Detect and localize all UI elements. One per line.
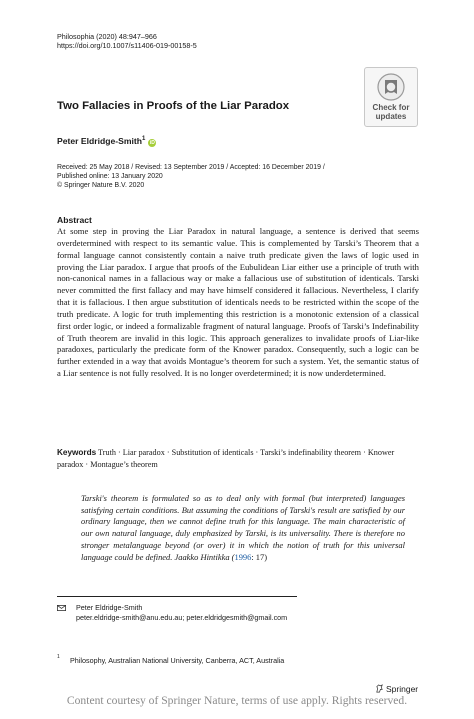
crossmark-icon <box>377 73 405 101</box>
paper-title: Two Fallacies in Proofs of the Liar Paradox <box>57 100 290 112</box>
keywords <box>57 447 419 470</box>
envelope-icon <box>57 605 66 611</box>
article-history: Received: 25 May 2018 / Revised: 13 September 2019 / Accepted: 16 December 2019 / <box>57 164 325 171</box>
affiliation-mark: 1 <box>57 654 60 660</box>
crossmark-line1: Check for <box>372 103 410 112</box>
published-online: Published online: 13 January 2020 <box>57 173 163 180</box>
keywords-list: Truth · Liar paradox · Substitution of identicals · Tarski’s indefinability theorem · Knower paradox · Montague’s theorem <box>57 448 395 469</box>
epigraph-quote <box>81 493 405 563</box>
abstract-heading: Abstract <box>57 215 92 225</box>
check-for-updates-badge[interactable] <box>364 67 418 127</box>
keywords-label: Keywords <box>57 448 97 457</box>
crossmark-line2: updates <box>375 112 407 121</box>
abstract-body: At some step in proving the Liar Paradox in natural language, a sentence is derived that seems overdetermined with respect to its semantic value. This is complemented by Tarski’s Theorem that a formal language cannot consistently contain a naive truth predicate given the laws of logic used in proving the Liar paradox. I argue that proofs of the Eubulidean Liar either use a principle of truth with non-canonical names in a fallacious way or make a fallacious use of substitution of identicals. Tarski never committed the first fallacy and may have himself considered it fallacious. Nevertheless, I clarify that it is fallacious. I then argue substitution of identicals needs to be restricted within the scope of the truth predicate. A logic for truth implementing this restriction is a monotonic extension of a classical first order logic, or indeed a formalizable fragment of natural language. Proofs of Tarski’s Indefinability of Truth theorem are invalid in this logic. This approach generalizes to invalidate proofs of Liar-like paradoxes, particularly the predicate form of the Knower paradox. Consequently, such a logic can be further extended in a way that avoids Montague’s theorem for such a system. Yet, the semantic status of a Liar sentence is not fully resolved. It is no longer overdetermined; it is now underdetermined. <box>57 226 419 379</box>
corresponding-author-name: Peter Eldridge-Smith <box>76 603 143 612</box>
epigraph-text: Tarski's theorem is formulated so as to deal only with formal (but interpreted) languages satisfying certain conditions. But assuming the conditions of Tarski's result are satisfied by our ordinary language, then we cannot define truth for this language. The main characteristic of our own natural language, duly emphasized by Tarski, is its universality. There is therefore no stronger metalanguage beyond (or over) it in which the notion of truth for this universal language could be defined. Jaakko Hintikka ( <box>81 493 405 562</box>
corresponding-author-emails[interactable]: peter.eldridge-smith@anu.edu.au; peter.eldridgesmith@gmail.com <box>76 613 288 622</box>
courtesy-footer: Content courtesy of Springer Nature, terms of use apply. Rights reserved. <box>66 694 408 707</box>
author-line <box>57 136 156 147</box>
footnote-divider <box>57 596 297 597</box>
springer-horse-icon <box>375 684 384 693</box>
author-affiliation-mark: 1 <box>142 136 146 143</box>
publisher-name: Springer <box>386 684 419 694</box>
author-name[interactable]: Peter Eldridge-Smith <box>57 136 142 146</box>
crossmark-label <box>365 103 417 121</box>
citation-year-link[interactable]: 1996 <box>234 551 252 562</box>
springer-logo <box>375 684 418 694</box>
doi-link[interactable]: https://doi.org/10.1007/s11406-019-00158-5 <box>57 41 197 50</box>
copyright-notice: © Springer Nature B.V. 2020 <box>57 182 145 189</box>
affiliation-text: Philosophy, Australian National University, Canberra, ACT, Australia <box>70 656 285 665</box>
orcid-icon[interactable]: iD <box>149 140 155 146</box>
citation-page: : 17) <box>251 551 268 562</box>
journal-citation: Philosophia (2020) 48:947–966 <box>57 32 157 41</box>
